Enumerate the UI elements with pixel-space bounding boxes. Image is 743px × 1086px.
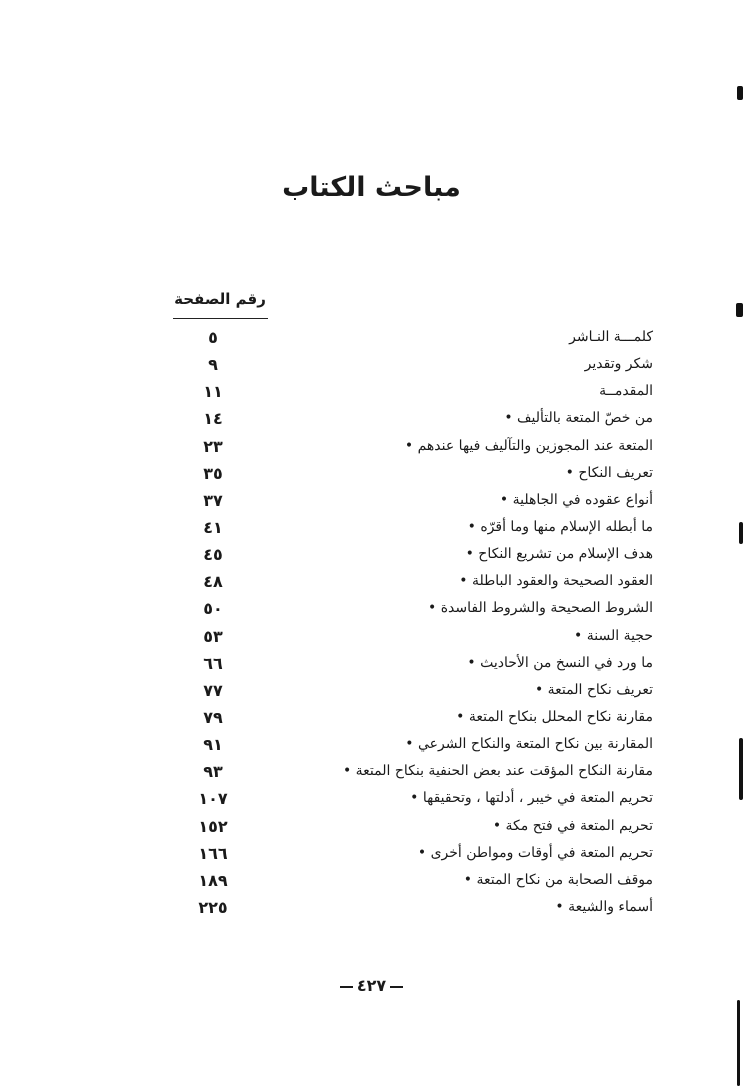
toc-entry-title: المقارنة بين نكاح المتعة والنكاح الشرعي • bbox=[405, 736, 653, 753]
toc-entry-title: تعريف النكاح • bbox=[565, 464, 653, 481]
toc-entry bbox=[0, 650, 743, 677]
toc-entry bbox=[0, 324, 743, 351]
toc-entry bbox=[0, 840, 743, 867]
toc-entry bbox=[0, 867, 743, 894]
toc-entry-page: ٤١ bbox=[203, 517, 223, 537]
scan-edge-mark bbox=[739, 760, 743, 800]
page-number-column-header: رقم الصفحة bbox=[174, 290, 266, 308]
toc-entry-page: ١٤ bbox=[203, 409, 223, 429]
toc-entry-title: العقود الصحيحة والعقود الباطلة • bbox=[459, 573, 653, 590]
toc-entry bbox=[0, 813, 743, 840]
toc-entry-page: ٧٧ bbox=[203, 680, 223, 700]
toc-entry-page: ١١ bbox=[203, 382, 223, 402]
toc-entry-title: أسماء والشيعة • bbox=[555, 898, 653, 915]
dash-left bbox=[340, 986, 353, 988]
toc-entry-title: تحريم المتعة في خيبر ، أدلتها ، وتحقيقها • bbox=[410, 790, 653, 807]
toc-entry-title: من خصّ المتعة بالتأليف • bbox=[504, 410, 653, 427]
toc-entry-page: ٩٣ bbox=[203, 762, 223, 782]
toc-entry-page: ٣٥ bbox=[203, 463, 223, 483]
toc-entry bbox=[0, 704, 743, 731]
toc-entry-title: مقارنة نكاح المحلل بنكاح المتعة • bbox=[456, 708, 653, 725]
toc-entry bbox=[0, 758, 743, 785]
toc-entry bbox=[0, 514, 743, 541]
toc-entry-title: المقدمــة bbox=[599, 383, 653, 400]
toc-entry bbox=[0, 623, 743, 650]
footer-page-number bbox=[0, 974, 743, 998]
toc-entry-page: ٦٦ bbox=[203, 653, 223, 673]
toc-entry-page: ٥٠ bbox=[203, 599, 223, 619]
table-of-contents bbox=[0, 324, 743, 921]
toc-entry-page: ٤٨ bbox=[203, 572, 223, 592]
toc-entry bbox=[0, 487, 743, 514]
toc-entry-page: ٤٥ bbox=[203, 545, 223, 565]
toc-entry-page: ١٨٩ bbox=[198, 870, 228, 890]
footer-page-number-text: ٤٢٧ bbox=[356, 976, 387, 995]
toc-entry bbox=[0, 785, 743, 812]
scan-edge-mark bbox=[736, 303, 743, 317]
toc-entry-title: الشروط الصحيحة والشروط الفاسدة • bbox=[428, 600, 653, 617]
toc-entry-page: ٥٣ bbox=[203, 626, 223, 646]
toc-entry-title: كلمـــة النـاشر bbox=[569, 329, 653, 345]
toc-entry-page: ٣٧ bbox=[203, 490, 223, 510]
page-title: مباحث الكتاب bbox=[282, 172, 461, 203]
toc-entry-page: ٩ bbox=[208, 355, 218, 375]
toc-entry-page: ٩١ bbox=[203, 735, 223, 755]
toc-entry bbox=[0, 894, 743, 921]
toc-entry-title: حجية السنة • bbox=[574, 627, 653, 644]
toc-entry bbox=[0, 595, 743, 622]
toc-entry-title: ما ورد في النسخ من الأحاديث • bbox=[467, 654, 653, 671]
toc-entry-title: تعريف نكاح المتعة • bbox=[534, 681, 653, 698]
toc-entry-title: مقارنة النكاح المؤقت عند بعض الحنفية بنكاح المتعة • bbox=[342, 763, 653, 780]
scan-edge-mark bbox=[737, 86, 743, 100]
toc-entry-page: ١٦٦ bbox=[198, 843, 228, 863]
toc-entry bbox=[0, 351, 743, 378]
scan-edge-mark bbox=[739, 522, 743, 544]
toc-entry-page: ١٠٧ bbox=[198, 789, 228, 809]
toc-entry bbox=[0, 433, 743, 460]
toc-entry-title: هدف الإسلام من تشريع النكاح • bbox=[465, 546, 653, 563]
toc-entry-page: ٢٣ bbox=[203, 436, 223, 456]
scan-edge-mark bbox=[737, 1000, 740, 1086]
toc-entry-title: تحريم المتعة في أوقات ومواطن أخرى • bbox=[417, 844, 653, 861]
toc-entry-page: ٢٢٥ bbox=[198, 897, 228, 917]
toc-entry bbox=[0, 405, 743, 432]
toc-entry bbox=[0, 677, 743, 704]
dash-right bbox=[390, 986, 403, 988]
toc-entry-page: ٧٩ bbox=[203, 707, 223, 727]
toc-entry-title: ما أبطله الإسلام منها وما أقرّه • bbox=[467, 518, 653, 535]
toc-entry-page: ٥ bbox=[208, 328, 218, 347]
column-header-underline bbox=[173, 318, 268, 319]
toc-entry-page: ١٥٢ bbox=[198, 816, 228, 836]
toc-entry-title: موقف الصحابة من نكاح المتعة • bbox=[463, 871, 653, 888]
toc-entry-title: شكر وتقدير bbox=[584, 356, 653, 373]
toc-entry bbox=[0, 568, 743, 595]
toc-entry-title: المتعة عند المجوزين والتآليف فيها عندهم • bbox=[404, 437, 653, 454]
toc-entry bbox=[0, 541, 743, 568]
toc-entry bbox=[0, 378, 743, 405]
toc-entry-title: أنواع عقوده في الجاهلية • bbox=[499, 491, 653, 508]
toc-entry bbox=[0, 731, 743, 758]
toc-entry-title: تحريم المتعة في فتح مكة • bbox=[492, 817, 653, 834]
toc-entry bbox=[0, 460, 743, 487]
